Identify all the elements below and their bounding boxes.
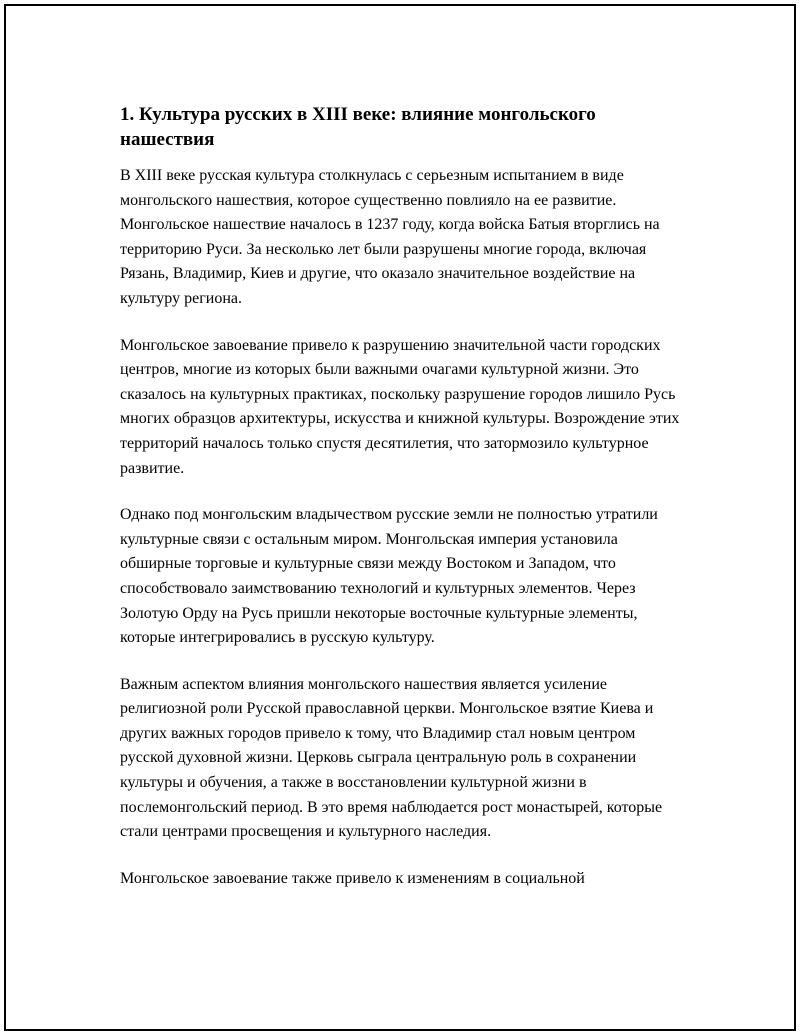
paragraph-5: Монгольское завоевание также привело к изменениям в социальной [120, 869, 585, 887]
document-page [4, 4, 796, 1031]
document-body [120, 102, 680, 913]
section-heading: 1. Культура русских в XIII веке: влияние монгольского нашествия [120, 104, 596, 150]
paragraph-2: Монгольское завоевание привело к разрушению значительной части городских центров, многие из которых были важными очагами культурной жизни. Это сказалось на культурных практиках, поскольку разрушение городов лишило Русь многих образцов архитектуры, искусства и книжной культуры. Возрождение этих территорий началось только спустя десятилетия, что затормозило культурное развитие. [120, 336, 680, 477]
paragraph-3: Однако под монгольским владычеством русские земли не полностью утратили культурные связи с остальным миром. Монгольская империя установила обширные торговые и культурные связи между Востоком и Западом, что способствовало заимствованию технологий и культурных элементов. Через Золотую Орду на Русь пришли некоторые восточные культурные элементы, которые интегрировались в русскую культуру. [120, 506, 658, 647]
paragraph-1: В XIII веке русская культура столкнулась с серьезным испытанием в виде монгольского нашествия, которое существенно повлияло на ее развитие. Монгольское нашествие началось в 1237 году, когда войска Батыя вторглись на территорию Руси. За несколько лет были разрушены многие города, включая Рязань, Владимир, Киев и другие, что оказало значительное воздействие на культуру региона. [120, 167, 660, 307]
paragraph-4: Важным аспектом влияния монгольского нашествия является усиление религиозной роли Русской православной церкви. Монгольское взятие Киева и других важных городов привело к тому, что Владимир стал новым центром русской духовной жизни. Церковь сыграла центральную роль в сохранении культуры и обучения, а также в восстановлении культурной жизни в послемонгольский период. В это время наблюдается рост монастырей, которые стали центрами просвещения и культурного наследия. [120, 675, 663, 841]
